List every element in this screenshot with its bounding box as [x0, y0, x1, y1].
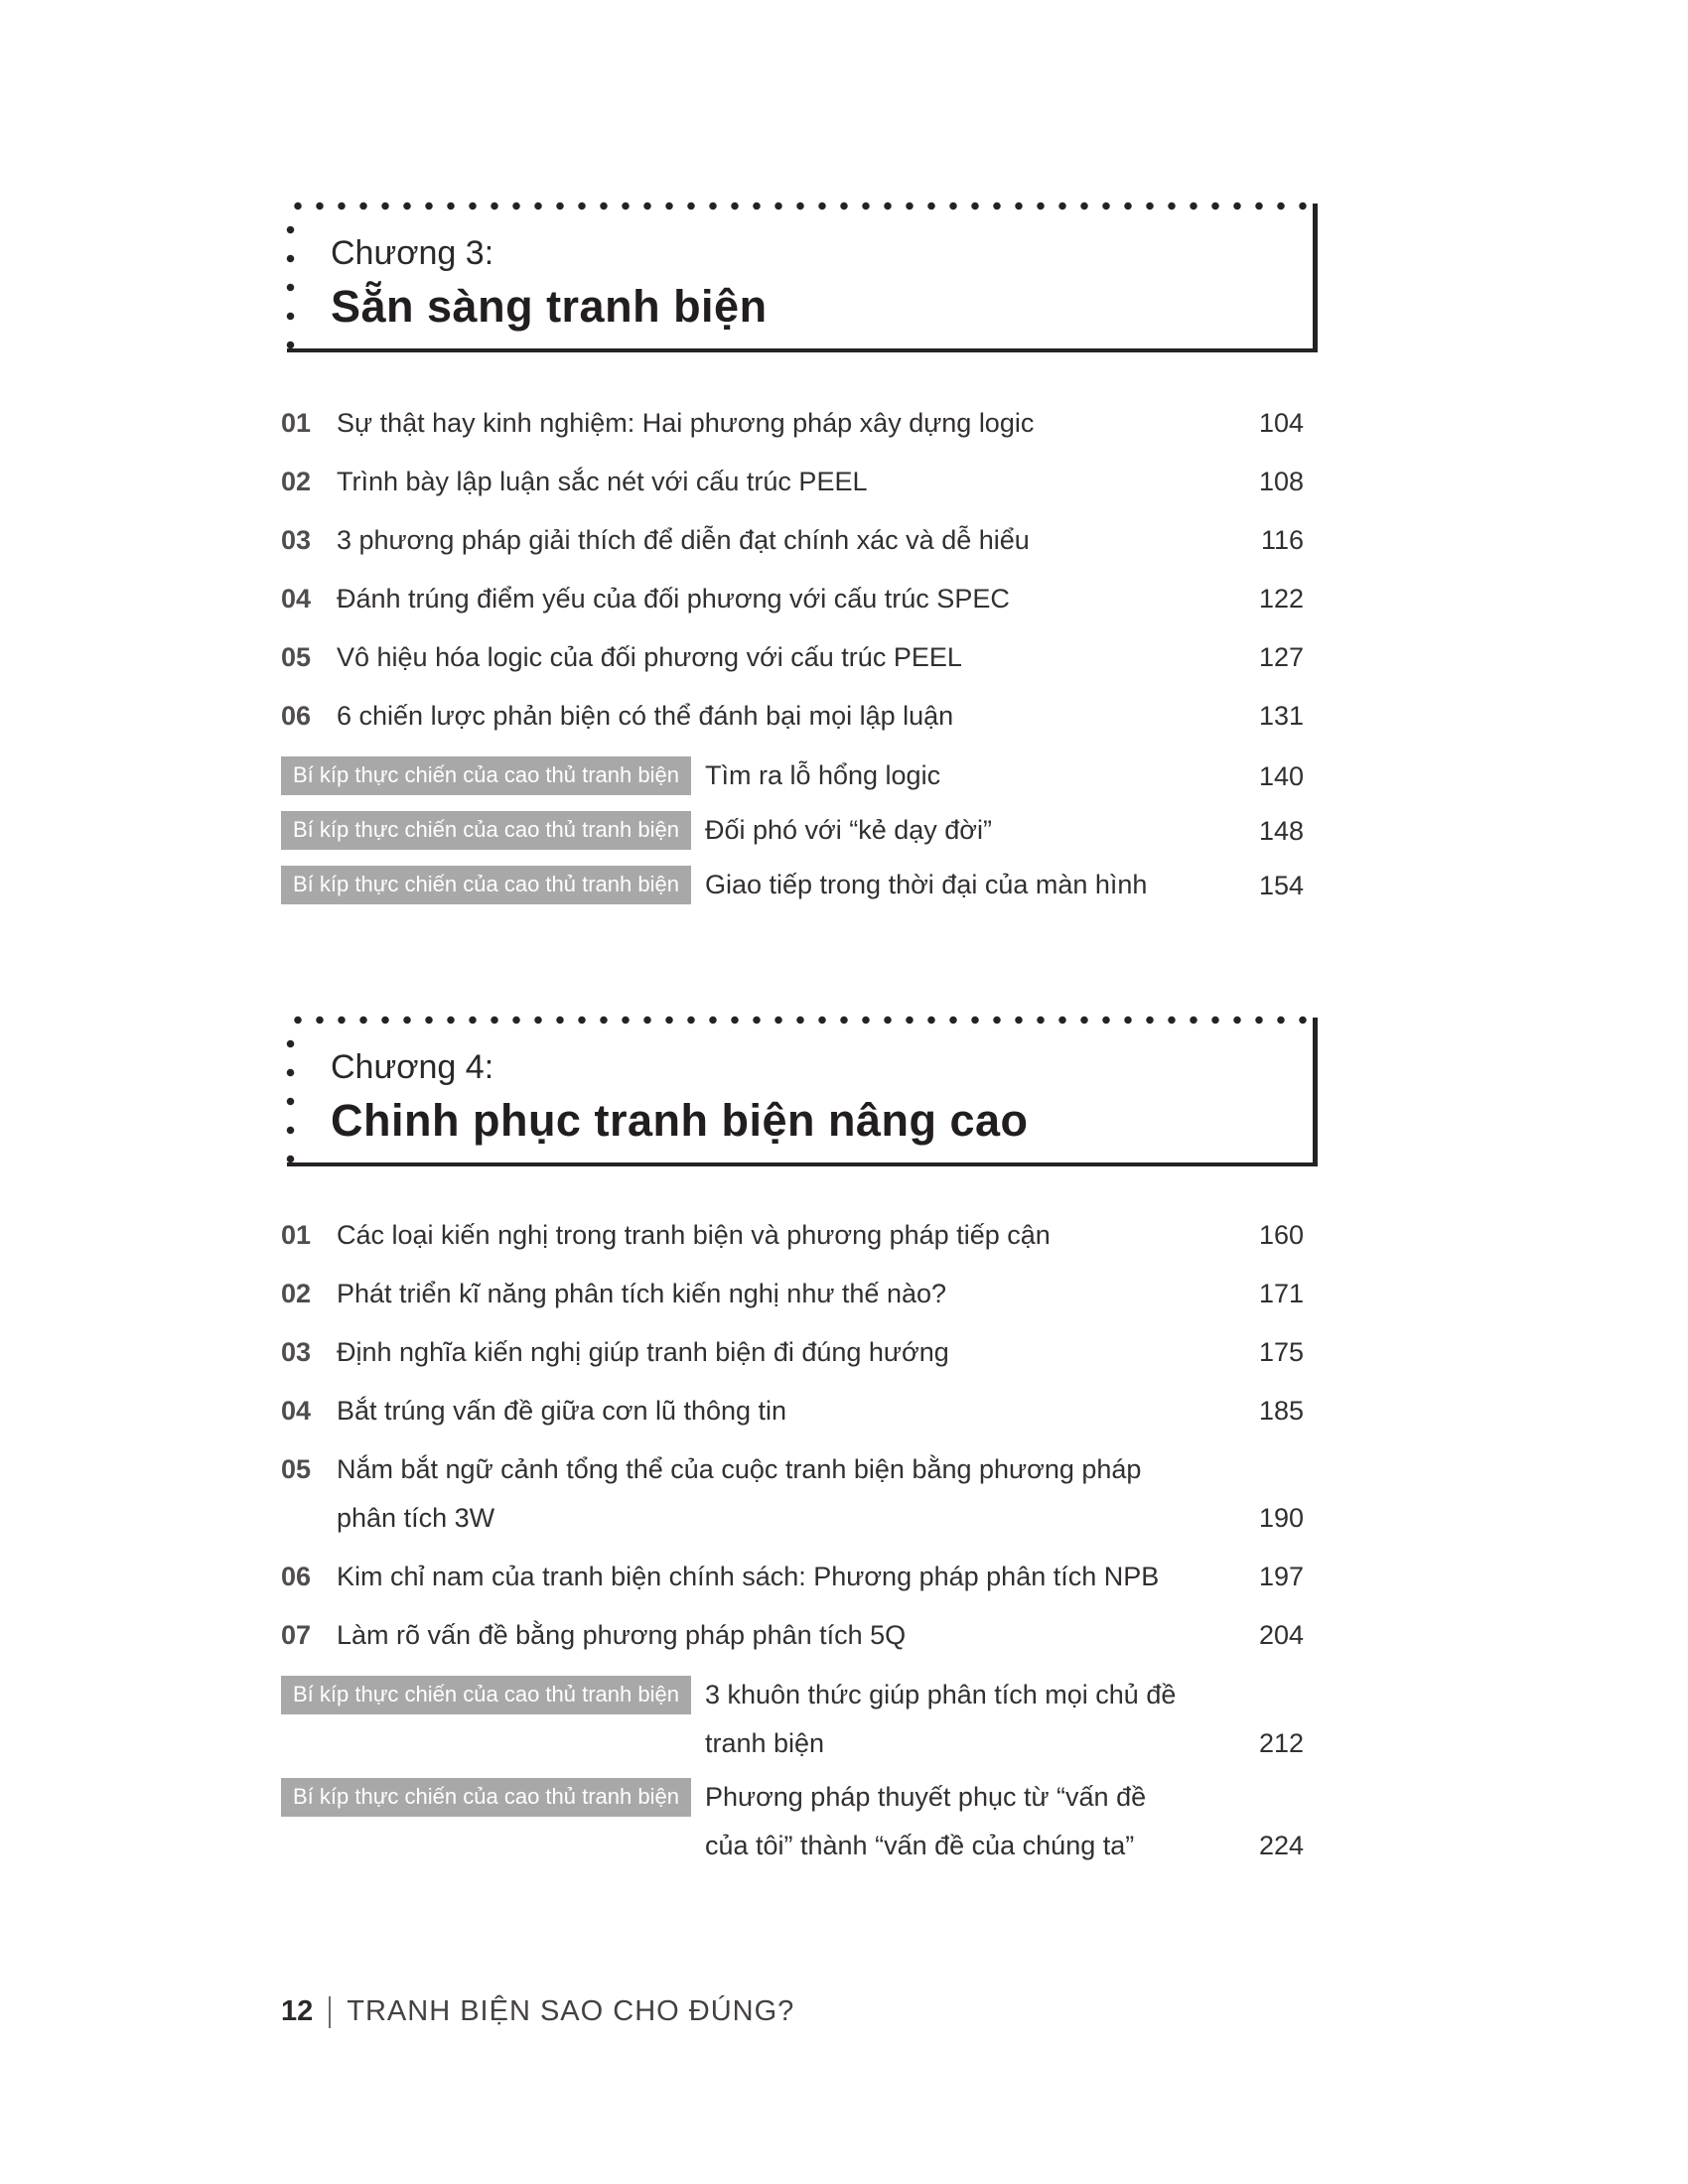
toc-entry	[281, 1393, 1304, 1430]
entry-number: 02	[281, 467, 312, 496]
toc-entry	[281, 1559, 1304, 1595]
entry-title: Làm rõ vấn đề bằng phương pháp phân tích 5Q	[337, 1620, 907, 1650]
chapter-4-label: Chương 4:	[331, 1048, 494, 1086]
toc-entry	[281, 1451, 1304, 1537]
entry-page: 116	[1260, 525, 1304, 555]
entry-title: Sự thật hay kinh nghiệm: Hai phương pháp xây dựng logic	[337, 408, 1035, 438]
entry-number: 02	[281, 1279, 312, 1308]
tip-badge: Bí kíp thực chiến của cao thủ tranh biện	[281, 1676, 691, 1714]
entry-number: 03	[281, 1337, 312, 1367]
toc-tip-entry	[281, 811, 1304, 850]
entry-page: 122	[1258, 584, 1304, 614]
entry-page: 160	[1258, 1220, 1304, 1250]
toc-entry	[281, 522, 1304, 559]
chapter-4-toc-list	[281, 1217, 1304, 1880]
entry-page: 171	[1258, 1279, 1304, 1308]
toc-entry	[281, 698, 1304, 735]
entry-page: 190	[1258, 1503, 1304, 1533]
entry-number: 04	[281, 1396, 312, 1426]
chapter-3-header	[287, 204, 1318, 352]
entry-title: 6 chiến lược phản biện có thể đánh bại mọi lập luận	[337, 701, 954, 731]
entry-number: 01	[281, 408, 312, 438]
footer-page-number: 12	[281, 1995, 314, 2027]
toc-entry	[281, 1217, 1304, 1254]
entry-page: 154	[1258, 871, 1304, 900]
chapter-3-label: Chương 3:	[331, 234, 494, 272]
toc-entry	[281, 1617, 1304, 1654]
toc-tip-entry	[281, 756, 1304, 795]
dotted-border-top	[287, 1016, 1318, 1024]
entry-title: Bắt trúng vấn đề giữa cơn lũ thông tin	[337, 1396, 787, 1426]
entry-page: 131	[1258, 701, 1304, 731]
entry-page: 108	[1258, 467, 1304, 496]
entry-title: Định nghĩa kiến nghị giúp tranh biện đi đúng hướng	[337, 1337, 949, 1367]
toc-entry	[281, 581, 1304, 617]
entry-number: 01	[281, 1220, 312, 1250]
entry-page: 224	[1258, 1831, 1304, 1860]
footer-book-title: TRANH BIỆN SAO CHO ĐÚNG?	[347, 1995, 795, 2027]
toc-entry	[281, 1334, 1304, 1371]
chapter-4-header	[287, 1018, 1318, 1166]
entry-title: Phát triển kĩ năng phân tích kiến nghị như thế nào?	[337, 1279, 947, 1308]
entry-number: 05	[281, 1454, 312, 1484]
tip-title: Đối phó với “kẻ dạy đời”	[704, 815, 992, 845]
entry-number: 06	[281, 701, 312, 731]
entry-title: Nắm bắt ngữ cảnh tổng thể của cuộc tranh biện bằng phương pháp phân tích 3W	[337, 1454, 1142, 1533]
chapter-3-toc-list	[281, 405, 1304, 920]
entry-number: 03	[281, 525, 312, 555]
chapter-4-title: Chinh phục tranh biện nâng cao	[331, 1094, 1029, 1146]
entry-number: 06	[281, 1562, 312, 1591]
dotted-border-left	[286, 1029, 295, 1166]
entry-title: Đánh trúng điểm yếu của đối phương với cấu trúc SPEC	[337, 584, 1010, 614]
entry-title: Trình bày lập luận sắc nét với cấu trúc PEEL	[337, 467, 868, 496]
toc-tip-entry	[281, 1778, 1304, 1864]
toc-tip-entry	[281, 866, 1304, 904]
footer-divider	[329, 1996, 331, 2028]
entry-page: 140	[1258, 761, 1304, 791]
toc-entry	[281, 464, 1304, 500]
tip-badge: Bí kíp thực chiến của cao thủ tranh biện	[281, 756, 691, 795]
entry-number: 07	[281, 1620, 312, 1650]
toc-entry	[281, 1276, 1304, 1312]
entry-title: Các loại kiến nghị trong tranh biện và phương pháp tiếp cận	[337, 1220, 1051, 1250]
entry-page: 148	[1258, 816, 1304, 846]
entry-title: Kim chỉ nam của tranh biện chính sách: Phương pháp phân tích NPB	[337, 1562, 1160, 1591]
dotted-border-left	[286, 215, 295, 352]
tip-badge: Bí kíp thực chiến của cao thủ tranh biện	[281, 1778, 691, 1817]
chapter-3-title: Sẵn sàng tranh biện	[331, 280, 768, 332]
dotted-border-top	[287, 202, 1318, 210]
entry-page: 204	[1258, 1620, 1304, 1650]
entry-page: 212	[1258, 1728, 1304, 1758]
tip-title: Tìm ra lỗ hổng logic	[704, 760, 941, 790]
entry-number: 04	[281, 584, 312, 614]
entry-page: 127	[1258, 642, 1304, 672]
entry-page: 175	[1258, 1337, 1304, 1367]
entry-title: 3 phương pháp giải thích để diễn đạt chính xác và dễ hiểu	[337, 525, 1030, 555]
tip-title: Giao tiếp trong thời đại của màn hình	[704, 870, 1148, 899]
entry-page: 104	[1258, 408, 1304, 438]
entry-page: 185	[1258, 1396, 1304, 1426]
toc-entry	[281, 405, 1304, 442]
entry-title: Vô hiệu hóa logic của đối phương với cấu trúc PEEL	[337, 642, 962, 672]
tip-badge: Bí kíp thực chiến của cao thủ tranh biện	[281, 811, 691, 850]
toc-entry	[281, 639, 1304, 676]
page-footer	[281, 1995, 794, 2028]
tip-title: 3 khuôn thức giúp phân tích mọi chủ đề tranh biện	[704, 1680, 1177, 1758]
entry-number: 05	[281, 642, 312, 672]
toc-tip-entry	[281, 1676, 1304, 1762]
tip-badge: Bí kíp thực chiến của cao thủ tranh biện	[281, 866, 691, 904]
entry-page: 197	[1258, 1562, 1304, 1591]
tip-title: Phương pháp thuyết phục từ “vấn đề của tôi” thành “vấn đề của chúng ta”	[704, 1782, 1147, 1860]
